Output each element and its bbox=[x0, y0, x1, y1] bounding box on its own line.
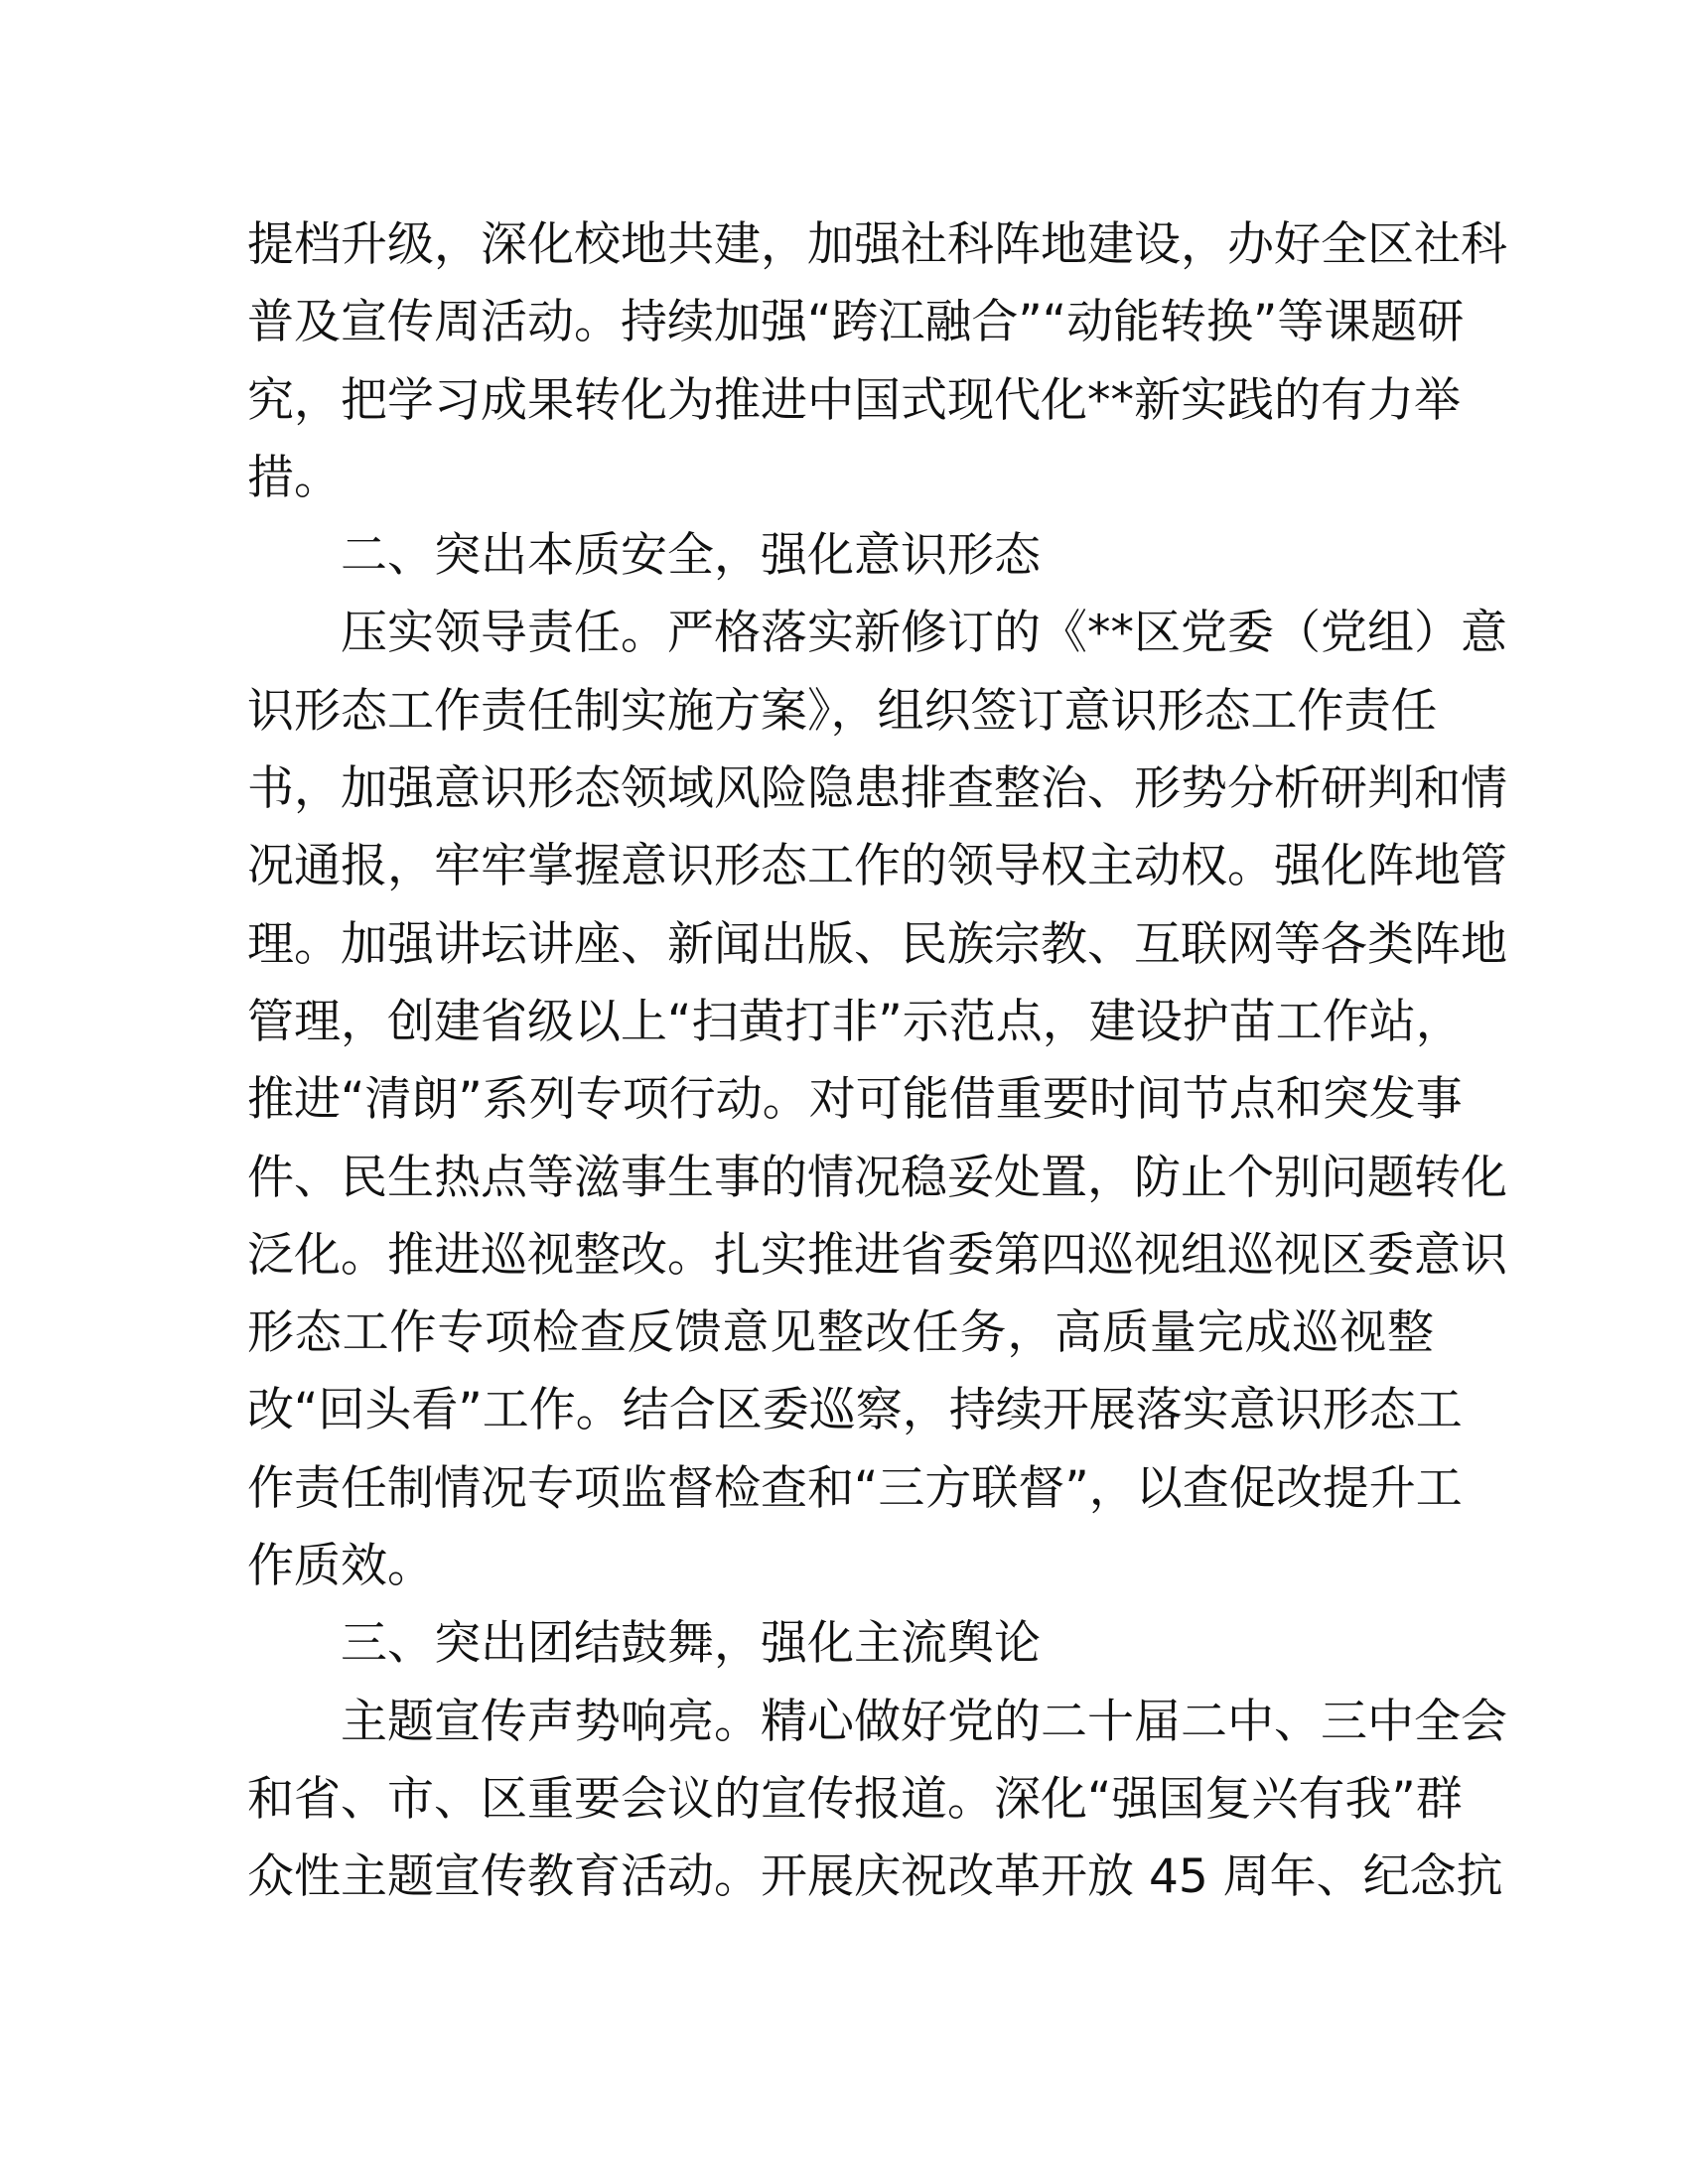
text-line: 究，把学习成果转化为推进中国式现代化**新实践的有力举 bbox=[247, 372, 1461, 428]
text-line: 和省、市、区重要会议的宣传报道。深化“强国复兴有我”群 bbox=[247, 1771, 1463, 1827]
text-line: 识形态工作责任制实施方案》，组织签订意识形态工作责任 bbox=[247, 683, 1438, 739]
text-line: 形态工作专项检查反馈意见整改任务，高质量完成巡视整 bbox=[247, 1305, 1434, 1361]
text-line: 推进“清朗”系列专项行动。对可能借重要时间节点和突发事 bbox=[247, 1072, 1463, 1128]
paragraph-continued bbox=[247, 206, 1507, 517]
text-line: 压实领导责任。严格落实新修订的《**区党委（党组）意 bbox=[341, 606, 1507, 661]
paragraph-publicity bbox=[247, 1684, 1507, 1917]
text-line: 作责任制情况专项监督检查和“三方联督”，以查促改提升工 bbox=[247, 1460, 1463, 1516]
text-line: 提档升级，深化校地共建，加强社科阵地建设，办好全区社科 bbox=[247, 217, 1507, 272]
text-line: 众性主题宣传教育活动。开展庆祝改革开放 45 周年、纪念抗 bbox=[247, 1849, 1503, 1905]
text-line: 书，加强意识形态领域风险隐患排查整治、形势分析研判和情 bbox=[247, 761, 1507, 817]
text-line: 普及宣传周活动。持续加强“跨江融合”“动能转换”等课题研 bbox=[247, 295, 1465, 350]
paragraph-ideology bbox=[247, 595, 1507, 1605]
text-line: 管理，创建省级以上“扫黄打非”示范点，建设护苗工作站， bbox=[247, 994, 1463, 1049]
heading-text: 二、突出本质安全，强化意识形态 bbox=[341, 528, 1041, 584]
text-line: 理。加强讲坛讲座、新闻出版、民族宗教、互联网等各类阵地 bbox=[247, 916, 1507, 972]
section-heading-2 bbox=[247, 517, 1434, 595]
text-line: 泛化。推进巡视整改。扎实推进省委第四巡视组巡视区委意识 bbox=[247, 1227, 1507, 1283]
text-line: 措。 bbox=[247, 450, 341, 505]
text-line: 改“回头看”工作。结合区委巡察，持续开展落实意识形态工 bbox=[247, 1383, 1463, 1438]
text-line: 件、民生热点等滋事生事的情况稳妥处置，防止个别问题转化 bbox=[247, 1150, 1507, 1205]
text-line: 作质效。 bbox=[247, 1539, 434, 1594]
document-body bbox=[247, 206, 1507, 1917]
text-line: 况通报，牢牢掌握意识形态工作的领导权主动权。强化阵地管 bbox=[247, 839, 1507, 894]
section-heading-3 bbox=[247, 1605, 1434, 1683]
text-line: 主题宣传声势响亮。精心做好党的二十届二中、三中全会 bbox=[341, 1694, 1507, 1749]
heading-text: 三、突出团结鼓舞，强化主流舆论 bbox=[341, 1616, 1041, 1672]
